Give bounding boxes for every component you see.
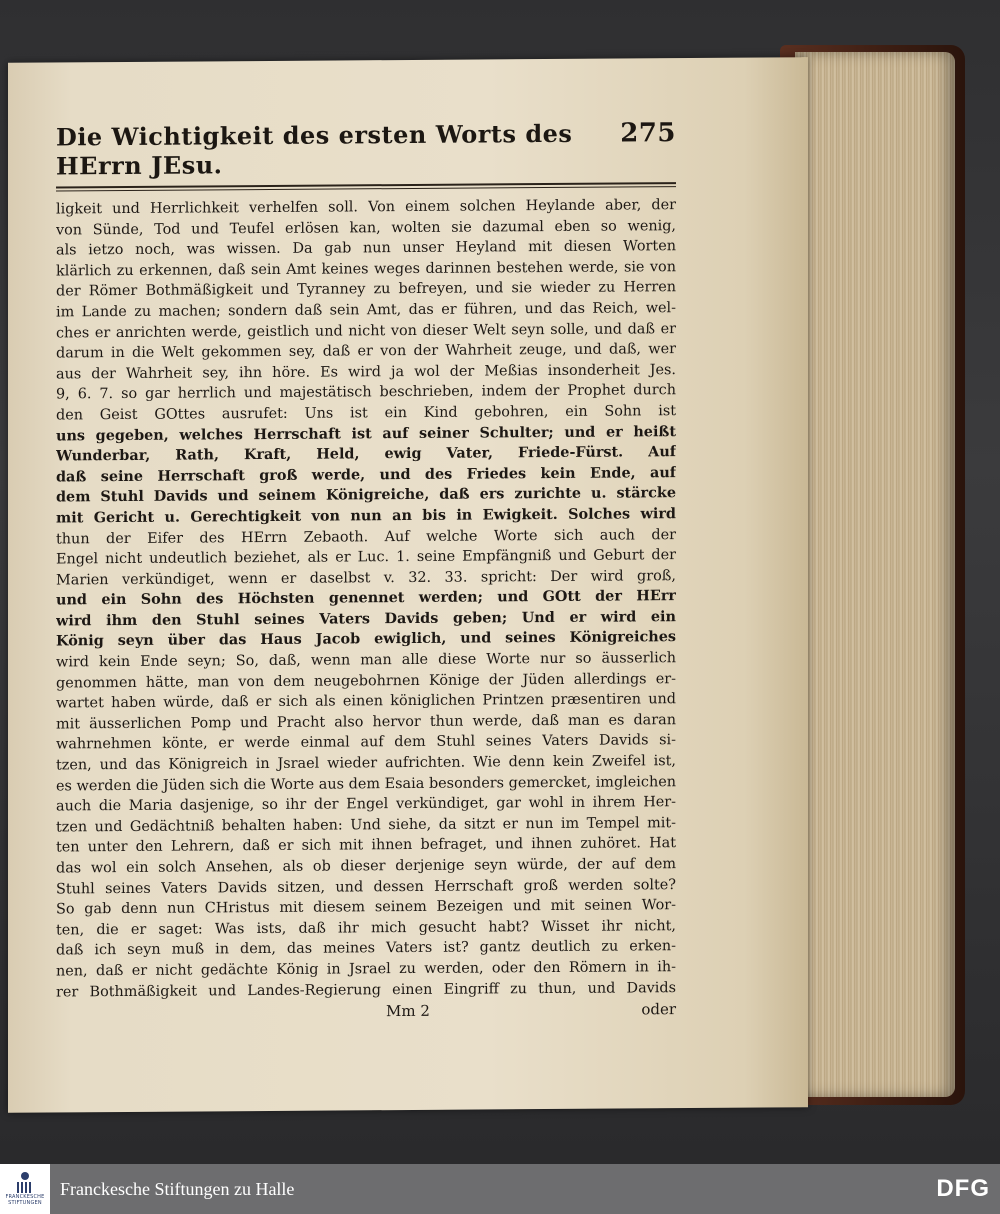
page-edges	[795, 52, 955, 1097]
franckesche-logo[interactable]	[0, 1164, 50, 1214]
page-content	[56, 118, 676, 1022]
text-line: tzen, und das Königreich in Jsrael wieder aufrichten. Wie denn kein Zweifel ist,	[56, 753, 676, 774]
body-text	[56, 195, 676, 1002]
text-line: und ein Sohn des Höchsten genennet werden; und GOtt der HErr	[56, 587, 676, 609]
text-line: daß ich seyn muß in dem, das meines Vaters ist? gantz deutlich zu erken-	[56, 938, 676, 959]
running-head	[56, 118, 676, 188]
text-line: So gab denn nun CHristus mit diesem seinem Bezeigen und mit seinen Wor-	[56, 897, 676, 918]
text-line: als ietzo noch, was wissen. Da gab nun unser Heyland mit diesen Worten	[56, 238, 676, 259]
text-line: ten unter den Lehrern, daß er sich mit ihnen befraget, und ihnen zuhöret. Hat	[56, 835, 676, 856]
text-line: wahrnehmen könte, er werde einmal auf dem Stuhl seines Vaters Davids si-	[56, 732, 676, 753]
text-line: tzen und Gedächtniß behalten haben: Und siehe, da sitzt er nun im Tempel mit-	[56, 814, 676, 836]
text-line: es werden die Jüden sich die Worte aus dem Esaia besonders gemercket, imgleichen	[56, 773, 676, 795]
text-line: im Lande zu machen; sondern daß sein Amt, das er führen, und das Reich, wel-	[56, 300, 676, 321]
text-line: ligkeit und Herrlichkeit verhelfen soll. Von einem solchen Heylande aber, der	[56, 197, 676, 218]
logo-text: FRANCKESCHE STIFTUNGEN	[5, 1194, 45, 1206]
running-head-title: Die Wichtigkeit des ersten Worts des HErrn JEsu.	[56, 118, 573, 181]
text-line: uns gegeben, welches Herrschaft ist auf seiner Schulter; und er heißt	[56, 422, 676, 444]
text-line: mit äusserlichen Pomp und Pracht also hervor thun werde, daß man es daran	[56, 711, 676, 733]
text-line: ches er anrichten werde, geistlich und nicht von dieser Welt seyn solle, und daß er	[56, 320, 676, 342]
text-line: klärlich zu erkennen, daß sein Amt keines weges darinnen bestehen werde, sie von	[56, 258, 676, 280]
text-line: Marien verkündiget, wenn er daselbst v. 32. 33. spricht: Der wird groß,	[56, 567, 676, 589]
text-line: Stuhl seines Vaters Davids sitzen, und dessen Herrschaft groß werden solte?	[56, 876, 676, 898]
page-footer	[56, 1000, 676, 1022]
dfg-logo[interactable]: DFG	[936, 1175, 990, 1202]
text-line: das wol ein solch Ansehen, als ob dieser derjenige seyn würde, der auf dem	[56, 856, 676, 877]
text-line: wird ihm den Stuhl seines Vaters Davids geben; Und er wird ein	[56, 608, 676, 630]
catchword: oder	[641, 1000, 676, 1019]
text-line: mit Gericht u. Gerechtigkeit von nun an bis in Ewigkeit. Solches wird	[56, 505, 676, 527]
text-line: rer Bothmäßigkeit und Landes-Regierung einen Eingriff zu thun, und Davids	[56, 979, 676, 1001]
institution-name[interactable]: Franckesche Stiftungen zu Halle	[60, 1178, 295, 1199]
text-line: den Geist GOttes ausrufet: Uns ist ein Kind gebohren, ein Sohn ist	[56, 403, 676, 424]
franckesche-logo-icon	[14, 1172, 36, 1194]
text-line: thun der Eifer des HErrn Zebaoth. Auf welche Worte sich auch der	[56, 526, 676, 547]
bottom-bar	[0, 1164, 1000, 1214]
text-line: König seyn über das Haus Jacob ewiglich, und seines Königreiches	[56, 628, 676, 650]
text-line: nen, daß er nicht gedächte König in Jsrael zu werden, oder den Römern in ih-	[56, 959, 676, 980]
text-line: genommen hätte, man von dem neugebohrnen Könige der Jüden allerdings er-	[56, 670, 676, 692]
text-line: auch die Maria dasjenige, so ihr der Engel verkündiget, gar wohl in ihrem Her-	[56, 794, 676, 815]
text-line: von Sünde, Tod und Teufel erlösen kan, wolten sie dazumal eben so wenig,	[56, 217, 676, 239]
text-line: dem Stuhl Davids und seinem Königreiche, daß ers zurichte u. stärcke	[56, 484, 676, 506]
text-line: aus der Wahrheit sey, ihn höre. Es wird ja wol der Meßias insonderheit Jes.	[56, 361, 676, 383]
text-line: der Römer Bothmäßigkeit und Tyranney zu befreyen, und sie wieder zu Herren	[56, 279, 676, 300]
text-line: Wunderbar, Rath, Kraft, Held, ewig Vater, Friede-Fürst. Auf	[56, 443, 676, 465]
text-line: ten, die er saget: Was ists, daß ihr mich gesucht habt? Wisset ihr nicht,	[56, 917, 676, 939]
text-line: daß seine Herrschaft groß werde, und des Friedes kein Ende, auf	[56, 463, 676, 486]
text-line: wird kein Ende seyn; So, daß, wenn man alle diese Worte nur so äusserlich	[56, 650, 676, 671]
signature-mark: Mm 2	[386, 1002, 430, 1021]
text-line: Engel nicht undeutlich beziehet, als er Luc. 1. seine Empfängniß und Geburt der	[56, 547, 676, 568]
text-line: darum in die Welt gekommen sey, daß er von der Wahrheit zeuge, und daß, wer	[56, 341, 676, 362]
text-line: wartet haben würde, daß er sich als einen königlichen Printzen præsentiren und	[56, 691, 676, 712]
book-page	[8, 57, 808, 1113]
page-number: 275	[620, 118, 676, 149]
text-line: 9, 6. 7. so gar herrlich und majestätisch beschrieben, indem der Prophet durch	[56, 382, 676, 403]
